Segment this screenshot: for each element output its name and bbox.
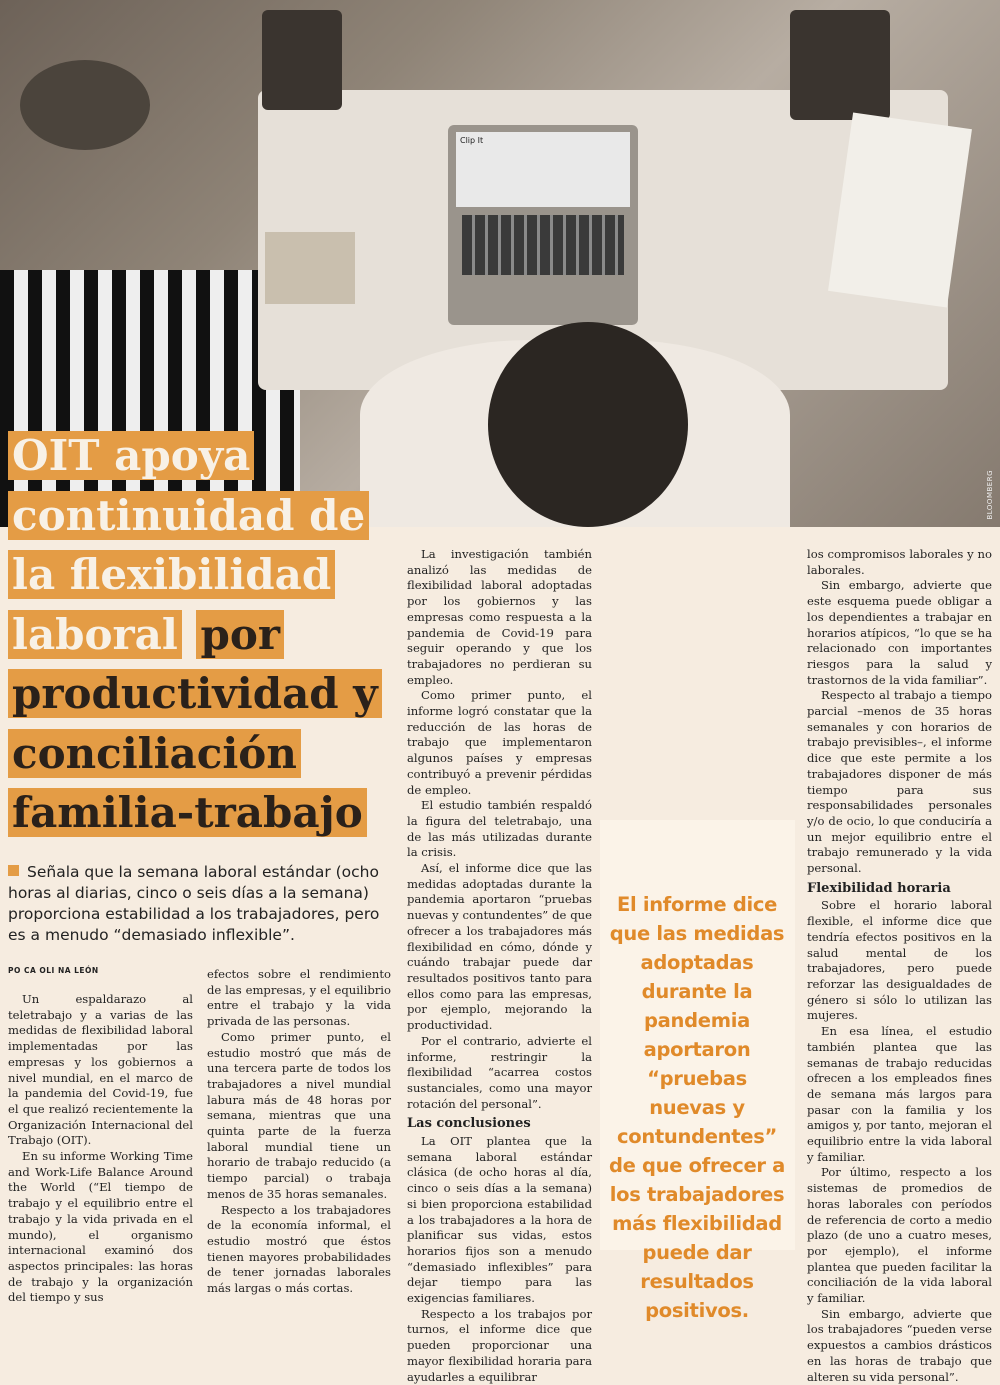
- column-1: [8, 992, 193, 1306]
- paragraph: Respecto a los trabajadores de la economía informal, el estudio mostró que éstos tienen mayores probabilidades de tener jornadas laborales más largas o más cortas.: [207, 1202, 391, 1296]
- byline: PO CA OLI NA LEÓN: [8, 966, 99, 975]
- photo-credit: BLOOMBERG: [986, 470, 994, 520]
- laptop-screen: Clip It: [456, 132, 630, 207]
- paragraph: En esa línea, el estudio también plantea que las semanas de trabajo reducidas ofrecen a los empleados fines de semana más largos para pasar con la familia y los amigos y, por tanto, mejoran el equilibrio entre la vida laboral y familiar.: [807, 1024, 992, 1164]
- paragraph: Respecto al trabajo a tiempo parcial –menos de 35 horas semanales y con horarios de trabajo previsibles–, el informe dice que este permite a los trabajadores disponer de más tiempo para sus responsabilidades personales y/o de ocio, lo que conduciría a un mejor equilibrio entre el trabajo remunerado y la vida personal.: [807, 688, 992, 876]
- paragraph: El estudio también respaldó la figura del teletrabajo, una de las más utilizadas durante la crisis.: [407, 798, 592, 860]
- speaker-right-image: [790, 10, 890, 120]
- paragraph: Como primer punto, el informe logró constatar que la reducción de las horas de trabajo que implementaron algunos países y empresas contribuyó a prevenir pérdidas de empleo.: [407, 688, 592, 797]
- paragraph: Sobre el horario laboral flexible, el informe dice que tendría efectos positivos en la salud mental de los trabajadores, pero puede reforzar las desigualdades de género si sólo lo utilizan las mujeres.: [807, 898, 992, 1023]
- paragraph: Por último, respecto a los sistemas de promedios de horas laborales con períodos de referencia de corto a medio plazo (de uno a cuatro meses, por ejemplo), el informe plantea que pueden facilitar la conciliación de la vida laboral y familiar.: [807, 1165, 992, 1306]
- paragraph: Como primer punto, el estudio mostró que más de una tercera parte de todos los trabajadores a nivel mundial labura más de 48 horas por semana, mientras que una quinta parte de la fuerza laboral mundial tiene un horario de trabajo reducido (a tiempo parcial) o trabaja menos de 35 horas semanales.: [207, 1029, 391, 1201]
- paragraph: La investigación también analizó las medidas de flexibilidad laboral adoptadas por los gobiernos y las empresas como respuesta a la pandemia de Covid-19 para seguir operando y que los trabajadores no perdieran su empleo.: [407, 547, 592, 687]
- paragraph: Un espaldarazo al teletrabajo y a varias de las medidas de flexibilidad laboral implementadas por las empresas y los gobiernos a nivel mundial, en el marco de la pandemia del Covid-19, fue el que realizó recientemente la Organización Internacional del Trabajo (OIT).: [8, 992, 193, 1148]
- guitar-image: [20, 60, 150, 150]
- column-3: [407, 547, 592, 1385]
- speaker-left-image: [262, 10, 342, 110]
- bullet-square-icon: [8, 865, 19, 876]
- paragraph: Sin embargo, advierte que los trabajadores “pueden verse expuestos a cambios drásticos en las horas de trabajo que alteren su vida personal”.: [807, 1306, 992, 1384]
- person-head-image: [488, 322, 688, 527]
- paragraph: Sin embargo, advierte que este esquema puede obligar a los dependientes a trabajar en horarios atípicos, “lo que se ha relacionado con importantes riesgos para la salud y trastornos de la vida familiar”.: [807, 578, 992, 687]
- summary-lede: [8, 862, 393, 946]
- picture-frame-image: [828, 113, 972, 308]
- paragraph: Respecto a los trabajos por turnos, el informe dice que pueden proporcionar una mayor flexibilidad horaria para ayudarles a equilibrar: [407, 1306, 592, 1384]
- pullquote: El informe dice que las medidas adoptadas durante la pandemia aportaron “pruebas nuevas y contundentes” de que ofrecer a los trabajadores más flexibilidad puede dar resultados positivos.: [608, 893, 786, 1322]
- paragraph: Por el contrario, advierte el informe, restringir la flexibilidad “acarrea costos sustanciales, como una mayor rotación del personal”.: [407, 1033, 592, 1111]
- paragraph: efectos sobre el rendimiento de las empresas, y el equilibrio entre el trabajo y la vida privada de las personas.: [207, 967, 391, 1029]
- column-2: [207, 967, 391, 1297]
- paragraph: Así, el informe dice que las medidas adoptadas durante la pandemia aportaron “pruebas nuevas y contundentes” de que ofrecer a los trabajadores más flexibilidad en cómo, dónde y cuándo trabajar puede dar resultados positivos tanto para ellos como para las empresas, por ejemplo, mejorando la productividad.: [407, 861, 592, 1033]
- column-4: [807, 547, 992, 1385]
- paragraph: La OIT plantea que la semana laboral estándar clásica (de ocho horas al día, cinco o seis días a la semana) si bien proporciona estabilidad a los trabajadores a la hora de planificar sus vidas, estos horarios fijos son a menudo “demasiado inflexibles” para dejar tiempo para las exigencias familiares.: [407, 1134, 592, 1306]
- headline-part1: OIT apoya continuidad de la flexibilidad laboral: [8, 431, 369, 659]
- section-heading: Flexibilidad horaria: [807, 880, 951, 896]
- keyboard-image: [462, 215, 624, 275]
- summary-text: Señala que la semana laboral estándar (ocho horas al diarias, cinco o seis días a la semana) proporciona estabilidad a los trabajadores, pero es a menudo “demasiado inflexible”.: [8, 863, 380, 944]
- paragraph: los compromisos laborales y no laborales.: [807, 547, 992, 577]
- headline-part2: por productividad y conciliación familia-trabajo: [8, 610, 382, 838]
- section-heading: Las conclusiones: [407, 1116, 531, 1132]
- book-image: [265, 232, 355, 304]
- paragraph: En su informe Working Time and Work-Life Balance Around the World (“El tiempo de trabajo y el equilibrio entre el trabajo y la vida privada en el mundo), el organismo internacional examinó dos aspectos principales: las horas de trabajo y la organización del tiempo y sus: [8, 1149, 193, 1305]
- page-title: [8, 426, 398, 843]
